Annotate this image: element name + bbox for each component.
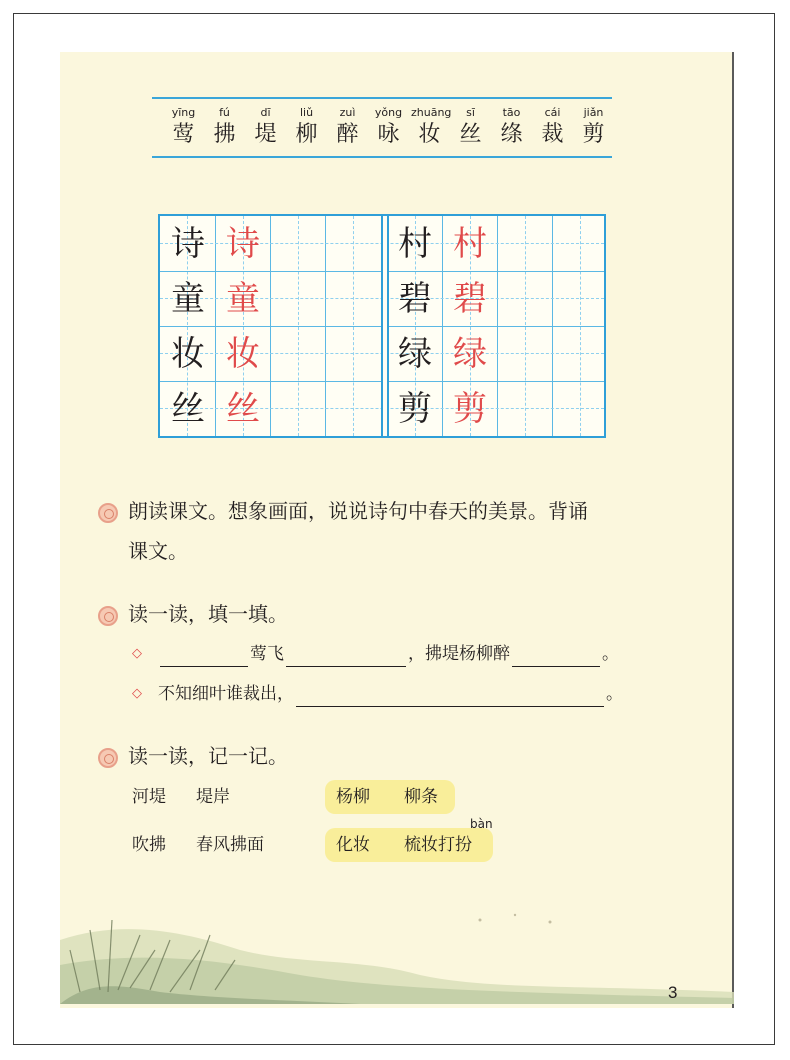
fill-blank[interactable] xyxy=(296,688,604,707)
word: 堤岸 xyxy=(196,787,230,807)
hanzi: 醉 xyxy=(336,122,359,147)
pinyin: sī xyxy=(466,106,475,119)
pinyin: jiǎn xyxy=(583,106,604,119)
item-text: 不知细叶谁裁出， xyxy=(158,684,294,704)
word: 杨柳 xyxy=(336,787,370,807)
exercise-3-title: 读一读，记一记。 xyxy=(128,744,288,768)
trace-character: 碧 xyxy=(453,279,487,319)
landscape-illustration xyxy=(60,880,734,1004)
pinyin: yǒng xyxy=(374,106,403,119)
pinyin: liǔ xyxy=(299,106,314,119)
hanzi: 堤 xyxy=(254,122,277,147)
word: 春风拂面 xyxy=(196,835,264,855)
vocab-item xyxy=(575,106,612,150)
trace-character: 村 xyxy=(453,224,487,264)
pinyin: dī xyxy=(260,106,271,119)
fill-blank[interactable] xyxy=(512,648,600,667)
trace-character: 童 xyxy=(226,279,260,319)
exercise-1-text-cont: 课文。 xyxy=(128,539,188,563)
hanzi: 柳 xyxy=(295,122,318,147)
pinyin-annotation: bàn xyxy=(470,817,493,831)
model-character: 绿 xyxy=(398,334,432,374)
model-character: 诗 xyxy=(171,224,205,264)
page-edge xyxy=(732,52,734,1008)
hanzi: 咏 xyxy=(377,122,400,147)
trace-character: 诗 xyxy=(226,224,260,264)
pinyin: cái xyxy=(544,106,561,119)
trace-character: 妆 xyxy=(226,334,260,374)
exercise-marker-icon xyxy=(98,748,118,768)
trace-character: 绿 xyxy=(453,334,487,374)
vocab-item xyxy=(370,106,407,150)
vocab-item xyxy=(329,106,366,150)
diamond-bullet-icon: ◇ xyxy=(132,646,142,661)
hanzi: 剪 xyxy=(582,122,605,147)
exercise-marker-icon xyxy=(98,606,118,626)
model-character: 丝 xyxy=(171,389,205,429)
hanzi: 莺 xyxy=(172,122,195,147)
word: 梳妆打扮 xyxy=(404,835,472,855)
item-text: 。 xyxy=(602,644,619,664)
trace-character: 剪 xyxy=(453,389,487,429)
pinyin: yīng xyxy=(171,106,196,119)
diamond-bullet-icon: ◇ xyxy=(132,686,142,701)
exercise-2-title: 读一读，填一填。 xyxy=(128,602,288,626)
hanzi: 妆 xyxy=(418,122,441,147)
model-character: 童 xyxy=(171,279,205,319)
model-character: 碧 xyxy=(398,279,432,319)
vocab-top-rule xyxy=(152,97,612,99)
item-text: 。 xyxy=(606,684,623,704)
textbook-page xyxy=(60,52,734,1008)
vocabulary-list xyxy=(165,106,612,150)
vocab-item xyxy=(411,106,452,150)
fill-blank[interactable] xyxy=(160,648,248,667)
word: 柳条 xyxy=(404,787,438,807)
writing-grid xyxy=(158,214,606,438)
exercise-marker-icon xyxy=(98,503,118,523)
page-number: 3 xyxy=(668,983,678,1002)
vocab-item xyxy=(247,106,284,150)
vocab-item xyxy=(452,106,489,150)
word: 化妆 xyxy=(336,835,370,855)
item-text: ，拂堤杨柳醉 xyxy=(408,644,510,664)
exercise-2-item-2 xyxy=(158,681,623,707)
model-character: 妆 xyxy=(171,334,205,374)
fill-blank[interactable] xyxy=(286,648,406,667)
vocab-item xyxy=(165,106,202,150)
hanzi: 绦 xyxy=(500,122,523,147)
hanzi: 丝 xyxy=(459,122,482,147)
hanzi: 裁 xyxy=(541,122,564,147)
word: 吹拂 xyxy=(132,835,166,855)
pinyin: tāo xyxy=(502,106,521,119)
pinyin: zhuāng xyxy=(411,106,452,119)
vocab-item xyxy=(288,106,325,150)
hanzi: 拂 xyxy=(213,122,236,147)
vocab-item xyxy=(206,106,243,150)
vocab-item xyxy=(493,106,530,150)
item-text: 莺飞 xyxy=(250,644,284,664)
word: 河堤 xyxy=(132,787,166,807)
vocab-item xyxy=(534,106,571,150)
exercise-1-text: 朗读课文。想象画面，说说诗句中春天的美景。背诵 xyxy=(128,499,588,523)
vocab-bottom-rule xyxy=(152,156,612,158)
model-character: 剪 xyxy=(398,389,432,429)
exercise-2-item-1 xyxy=(158,641,619,667)
pinyin: zuì xyxy=(339,106,356,119)
pinyin: fú xyxy=(219,106,230,119)
model-character: 村 xyxy=(398,224,432,264)
trace-character: 丝 xyxy=(226,389,260,429)
